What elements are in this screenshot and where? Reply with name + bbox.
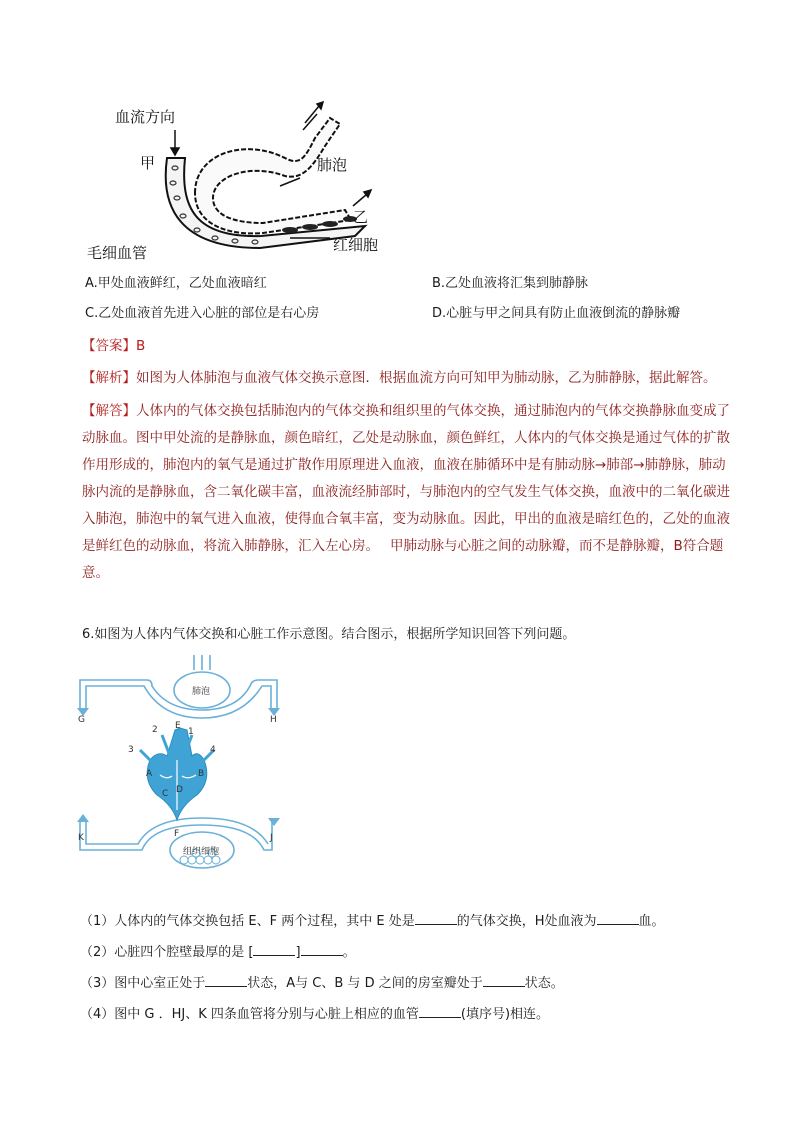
answer-value: B [136,338,146,354]
q3-blank2[interactable] [483,974,525,987]
q1-part1: （1）人体内的气体交换包括 E、F 两个过程，其中 E 处是 [80,914,415,929]
analysis-text: 如图为人体肺泡与血液气体交换示意图．根据血流方向可知甲为肺动脉，乙为肺静脉，据此解答。 [136,370,717,386]
q6-stem: 6.如图为人体内气体交换和心脏工作示意图。结合图示，根据所学知识回答下列问题。 [82,627,576,642]
sub-question-2 [80,943,356,962]
label-A: A [146,769,153,779]
label-n2: 2 [152,725,158,735]
label-E: E [175,721,181,731]
solution-label: 【解答】 [82,403,136,419]
label-D: D [176,785,183,795]
label-J: J [270,833,273,843]
q2-part3: 。 [342,945,356,960]
label-B: B [198,769,205,779]
q2-part2: ] [295,945,301,960]
label-n4: 4 [210,745,216,755]
label-G: G [78,715,85,725]
label-n3: 3 [128,745,134,755]
label-n1: 1 [188,727,194,737]
answer-line [82,337,145,355]
option-b: B.乙处血液将汇集到肺静脉 [432,276,589,291]
label-yi: 乙 [353,208,369,226]
answer-label: 【答案】 [82,338,136,354]
q3-blank1[interactable] [205,974,247,987]
q1-blank1[interactable] [415,912,457,925]
q4-blank1[interactable] [419,1005,461,1018]
label-tissue: 组织细胞 [183,847,220,857]
label-alveolus-2: 肺泡 [192,687,211,697]
label-capillary: 毛细血管 [87,244,148,262]
q1-part2: 的气体交换，H处血液为 [456,914,597,929]
analysis-label: 【解析】 [82,370,136,386]
q3-part3: 状态。 [524,976,564,991]
gas-exchange-heart-figure [72,650,292,890]
solution-text: 人体内的气体交换包括肺泡内的气体交换和组织里的气体交换，通过肺泡内的气体交换静脉血变成了动脉血。图中甲处流的是静脉血，颜色暗红，乙处是动脉血，颜色鲜红，人体内的气体交换是通过气体的扩散作用形成的，肺泡内的氧气是通过扩散作用原理进入血液，血液在肺循环中是有肺动脉→肺部→肺静脉，肺动脉内流的是静脉血，含二氧化碳丰富，血液流经肺部时，与肺泡内的空气发生气体交换，血液中的二氧化碳进入肺泡，肺泡中的氧气进入血液，使得血合氧丰富，变为动脉血。因此，甲出的血液是暗红色的，乙处的血液是鲜红色的动脉血，将流入肺静脉，汇入左心房。 甲肺动脉与心脏之间的动脉瓣，而不是静脉瓣，B符合题意。 [82,403,730,581]
alveolus-capillary-figure [85,98,405,268]
sub-question-4 [80,1005,549,1024]
label-jia: 甲 [140,154,156,172]
label-red-cell: 红细胞 [333,236,379,254]
q3-part2: 状态，A与 C、B 与 D 之间的房室瓣处于 [247,976,483,991]
q3-part1: （3）图中心室正处于 [80,976,206,991]
q4-part1: （4）图中 G ．HJ、K 四条血管将分别与心脏上相应的血管 [80,1007,419,1022]
option-c: C.乙处血液首先进入心脏的部位是右心房 [85,306,320,321]
option-d: D.心脏与甲之间具有防止血液倒流的静脉瓣 [432,306,681,321]
analysis-paragraph [82,365,730,392]
label-C: C [162,789,169,799]
q2-blank2[interactable] [301,943,343,956]
label-F: F [174,829,180,839]
label-flow-direction: 血流方向 [115,108,176,126]
label-H: H [270,715,277,725]
sub-question-3 [80,974,564,993]
alveolus-wall [195,118,351,233]
label-alveolus: 肺泡 [317,156,348,174]
q1-part3: 血。 [638,914,665,929]
sub-question-1 [80,912,665,931]
q2-part1: （2）心脏四个腔壁最厚的是 [ [80,945,254,960]
q2-blank1[interactable] [253,943,295,956]
label-K: K [78,833,84,843]
q1-blank2[interactable] [597,912,639,925]
solution-paragraph [82,398,730,587]
option-a: A.甲处血液鲜红，乙处血液暗红 [85,276,267,291]
q4-part2: (填序号)相连。 [460,1007,550,1022]
